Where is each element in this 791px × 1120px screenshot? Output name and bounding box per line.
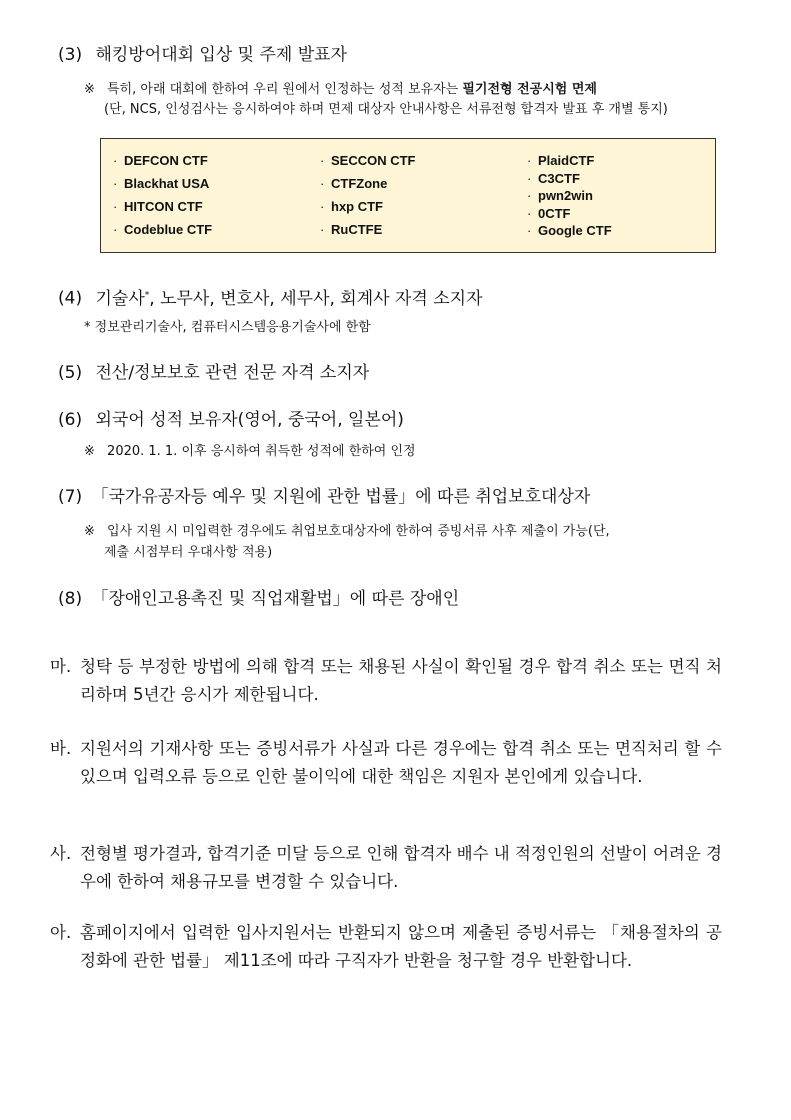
- item-6-note: ※ 2020. 1. 1. 이후 응시하여 취득한 성적에 한하여 인정: [84, 444, 416, 459]
- paragraph-ma: [50, 653, 722, 709]
- item-3-number: (3): [58, 45, 83, 65]
- ctf-item: · hxp CTF: [320, 199, 383, 214]
- item-3-title: 해킹방어대회 입상 및 주제 발표자: [95, 45, 348, 65]
- item-8-title: 「장애인고용촉진 및 직업재활법」에 따른 장애인: [91, 589, 460, 609]
- item-5-number: (5): [58, 363, 83, 383]
- item-4-title: 기술사*, 노무사, 변호사, 세무사, 회계사 자격 소지자: [95, 288, 483, 309]
- paragraph-marker: 사.: [50, 844, 72, 863]
- paragraph-text: 전형별 평가결과, 합격기준 미달 등으로 인해 합격자 배수 내 적정인원의 선발이 어려운 경우에 한하여 채용규모를 변경할 수 있습니다.: [80, 844, 722, 891]
- paragraph-sa: [50, 840, 722, 896]
- item-7-heading: [58, 486, 590, 508]
- item-3-heading: [58, 44, 347, 66]
- item-3-note-bold: 필기전형 전공시험 면제: [462, 82, 597, 97]
- item-3-note-text: 특히, 아래 대회에 한하여 우리 원에서 인정하는 성적 보유자는: [107, 82, 459, 97]
- paragraph-a: [50, 919, 722, 975]
- item-7-note-line2: 제출 시점부터 우대사항 적용): [104, 545, 273, 560]
- paragraph-marker: 마.: [50, 657, 72, 676]
- paragraph-text: 지원서의 기재사항 또는 증빙서류가 사실과 다른 경우에는 합격 취소 또는 면직처리 할 수 있으며 입력오류 등으로 인한 불이익에 대한 책임은 지원자 본인에게 있습니다.: [80, 739, 722, 786]
- ctf-competition-box: [100, 138, 716, 253]
- item-6-title: 외국어 성적 보유자(영어, 중국어, 일본어): [95, 410, 404, 430]
- note-mark: ※: [84, 82, 95, 97]
- paragraph-marker: 바.: [50, 739, 72, 758]
- ctf-item: · PlaidCTF: [527, 153, 595, 168]
- paragraph-text: 홈페이지에서 입력한 입사지원서는 반환되지 않으며 제출된 증빙서류는 「채용절차의 공정화에 관한 법률」 제11조에 따라 구직자가 반환을 청구할 경우 반환합니다.: [80, 923, 722, 970]
- ctf-item: · C3CTF: [527, 170, 580, 186]
- ctf-item: · SECCON CTF: [320, 153, 416, 168]
- ctf-item: · 0CTF: [527, 205, 571, 221]
- item-3-note-line2: (단, NCS, 인성검사는 응시하여야 하며 면제 대상자 안내사항은 서류전형 합격자 발표 후 개별 통지): [104, 102, 668, 117]
- ctf-item: · CTFZone: [320, 176, 388, 191]
- ctf-item: · RuCTFE: [320, 222, 383, 237]
- ctf-item: · pwn2win: [527, 188, 593, 203]
- ctf-item: · DEFCON CTF: [113, 153, 208, 168]
- item-5-title: 전산/정보보호 관련 전문 자격 소지자: [95, 363, 370, 383]
- item-4-number: (4): [58, 288, 83, 309]
- ctf-column-3: [527, 153, 612, 241]
- ctf-item: · Google CTF: [527, 223, 612, 238]
- item-5-heading: [58, 362, 369, 384]
- item-3-note: [84, 80, 724, 100]
- ctf-item: · HITCON CTF: [113, 199, 203, 214]
- item-6-heading: [58, 409, 404, 431]
- paragraph-ba: [50, 735, 722, 791]
- item-8-heading: [58, 588, 459, 610]
- item-7-number: (7): [58, 487, 83, 507]
- ctf-column-2: [320, 153, 416, 245]
- item-6-number: (6): [58, 410, 83, 430]
- note-mark: ※: [84, 524, 95, 539]
- item-7-note: ※ 입사 지원 시 미입력한 경우에도 취업보호대상자에 한하여 증빙서류 사후 제출이 가능(단,: [84, 524, 610, 539]
- ctf-column-1: [113, 153, 212, 245]
- ctf-item: · Codeblue CTF: [113, 222, 213, 237]
- item-7-title: 「국가유공자등 예우 및 지원에 관한 법률」에 따른 취업보호대상자: [91, 487, 591, 507]
- paragraph-marker: 아.: [50, 923, 72, 942]
- note-mark: ※: [84, 444, 95, 459]
- item-4-heading: [58, 284, 483, 310]
- paragraph-text: 청탁 등 부정한 방법에 의해 합격 또는 채용된 사실이 확인될 경우 합격 취소 또는 면직 처리하며 5년간 응시가 제한됩니다.: [80, 657, 722, 704]
- item-4-note: * 정보관리기술사, 컴퓨터시스템응용기술사에 한함: [84, 320, 371, 335]
- ctf-item: · Blackhat USA: [113, 176, 210, 191]
- item-8-number: (8): [58, 589, 83, 609]
